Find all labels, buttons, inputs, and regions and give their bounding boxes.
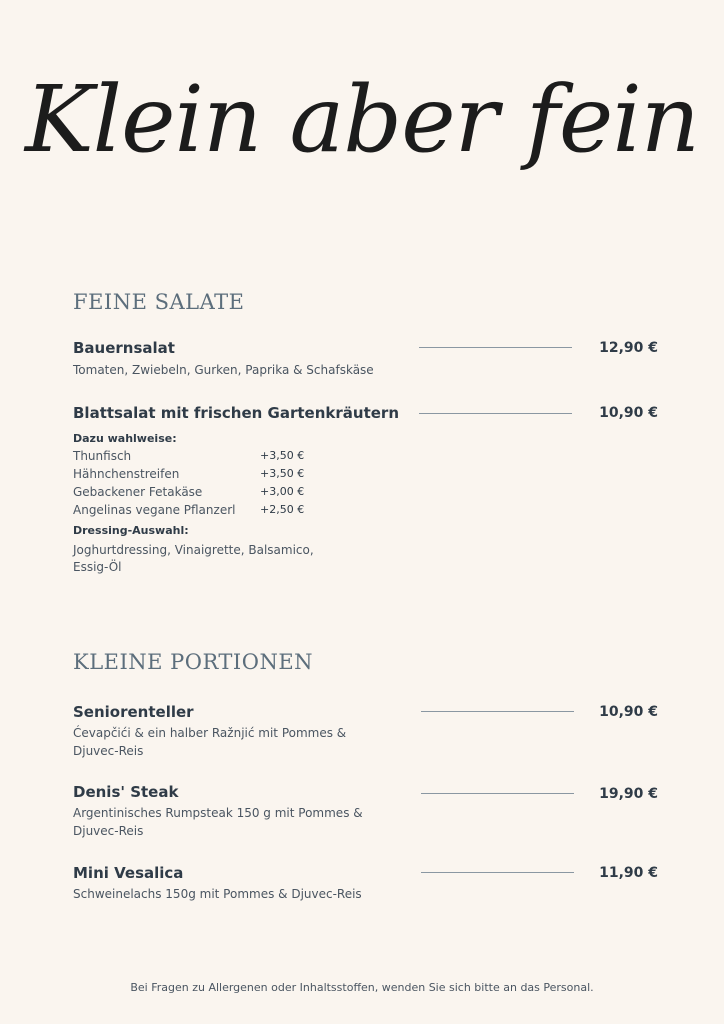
extra-name: Hähnchenstreifen <box>73 467 180 481</box>
item-price-blattsalat: 10,90 € <box>599 405 658 421</box>
menu-title: Klein aber fein <box>24 66 700 173</box>
price-divider <box>421 872 574 873</box>
item-name-seniorenteller: Seniorenteller <box>73 703 194 721</box>
item-description-seniorenteller-line2: Djuvec-Reis <box>73 744 144 758</box>
section-title-kleine-portionen: KLEINE PORTIONEN <box>73 650 314 674</box>
item-price-mini-vesalica: 11,90 € <box>599 865 658 881</box>
extra-name: Gebackener Fetakäse <box>73 485 203 499</box>
price-divider <box>421 793 574 794</box>
item-description-bauernsalat: Tomaten, Zwiebeln, Gurken, Paprika & Schafskäse <box>73 363 374 377</box>
extra-price: +3,50 € <box>260 449 305 462</box>
item-price-seniorenteller: 10,90 € <box>599 704 658 720</box>
extra-price: +2,50 € <box>260 503 305 516</box>
extras-label: Dazu wahlweise: <box>73 432 177 445</box>
item-price-denis-steak: 19,90 € <box>599 786 658 802</box>
dressing-options-line1: Joghurtdressing, Vinaigrette, Balsamico, <box>73 543 314 557</box>
allergen-footer-note: Bei Fragen zu Allergenen oder Inhaltsstoffen, wenden Sie sich bitte an das Personal. <box>130 981 594 994</box>
price-divider <box>419 413 572 414</box>
item-name-bauernsalat: Bauernsalat <box>73 339 175 357</box>
item-name-denis-steak: Denis' Steak <box>73 783 179 801</box>
item-name-mini-vesalica: Mini Vesalica <box>73 864 184 882</box>
dressing-options-line2: Essig-Öl <box>73 560 122 574</box>
item-name-blattsalat: Blattsalat mit frischen Gartenkräutern <box>73 404 399 422</box>
extra-price: +3,50 € <box>260 467 305 480</box>
extra-price: +3,00 € <box>260 485 305 498</box>
item-price-bauernsalat: 12,90 € <box>599 340 658 356</box>
item-description-denis-steak-line2: Djuvec-Reis <box>73 824 144 838</box>
item-description-mini-vesalica: Schweinelachs 150g mit Pommes & Djuvec-Reis <box>73 887 362 901</box>
item-description-denis-steak-line1: Argentinisches Rumpsteak 150 g mit Pommes & <box>73 806 363 820</box>
section-title-feine-salate: FEINE SALATE <box>73 290 245 314</box>
extra-name: Angelinas vegane Pflanzerl <box>73 503 236 517</box>
extra-name: Thunfisch <box>73 449 132 463</box>
price-divider <box>421 711 574 712</box>
dressing-label: Dressing-Auswahl: <box>73 524 189 537</box>
item-description-seniorenteller-line1: Ćevapčići & ein halber Ražnjić mit Pommes & <box>73 726 347 740</box>
price-divider <box>419 347 572 348</box>
